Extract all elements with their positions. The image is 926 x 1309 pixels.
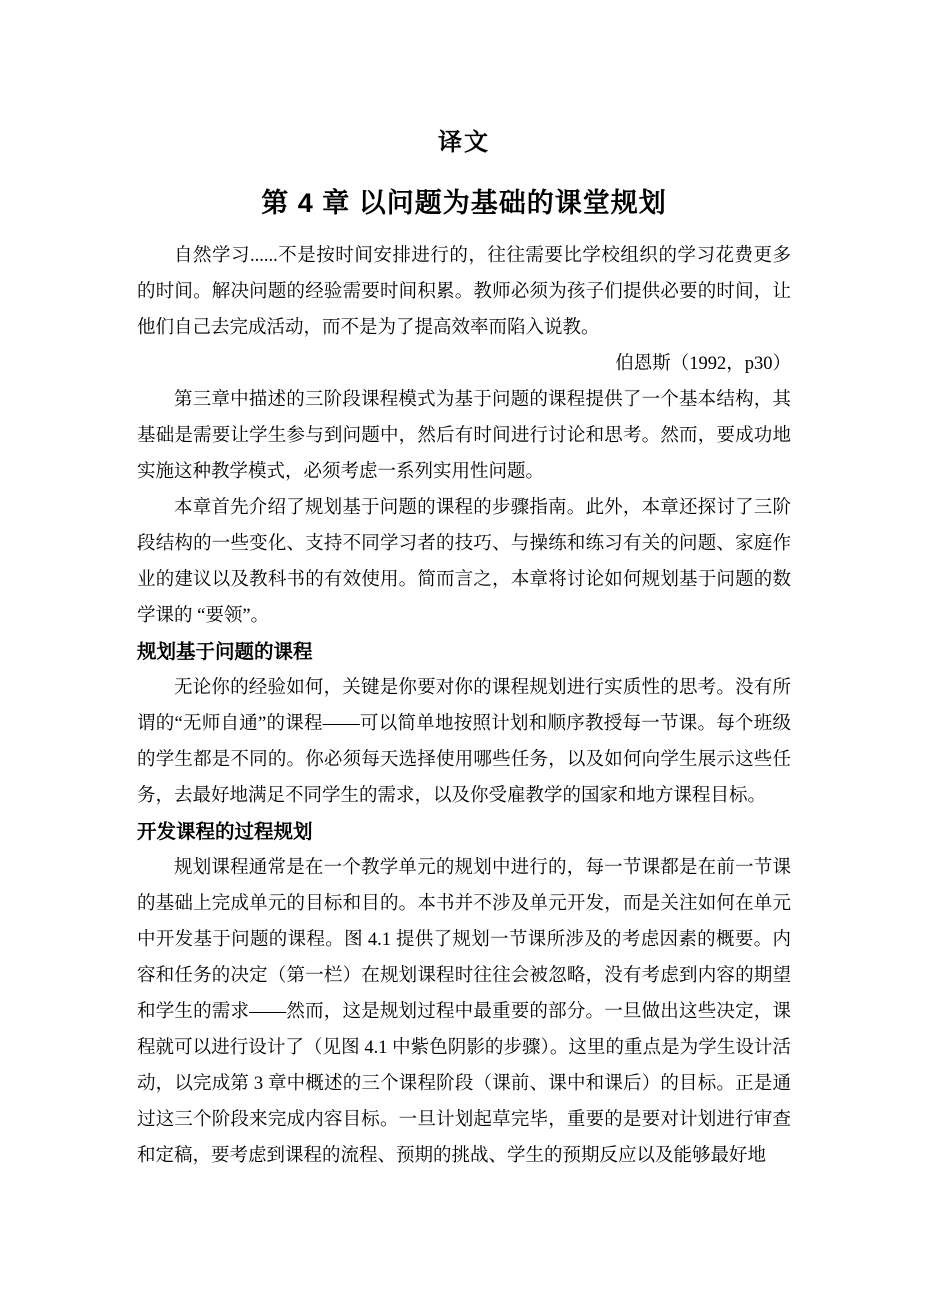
page-content (137, 0, 791, 1174)
section-2-paragraph-1: 规划课程通常是在一个教学单元的规划中进行的，每一节课都是在前一节课的基础上完成单元的目标和目的。本书并不涉及单元开发，而是关注如何在单元中开发基于问题的课程。图 4.1 提供了规划一节课所涉及的考虑因素的概要。内容和任务的决定（第一栏）在规划课程时往往会被忽略，没有考虑到内容的期望和学生的需求——然而，这是规划过程中最重要的部分。一旦做出这些决定，课程就可以进行设计了（见图 4.1 中紫色阴影的步骤）。这里的重点是为学生设计活动，以完成第 3 章中概述的三个课程阶段（课前、课中和课后）的目标。正是通过这三个阶段来完成内容目标。一旦计划起草完毕，重要的是要对计划进行审查和定稿，要考虑到课程的流程、预期的挑战、学生的预期反应以及能够最好地 (137, 858, 791, 1166)
quote-attribution: 伯恩斯（1992，p30） (615, 354, 791, 374)
body-text (137, 238, 791, 1174)
intro-paragraph-1: 第三章中描述的三阶段课程模式为基于问题的课程提供了一个基本结构，其基础是需要让学生参与到问题中，然后有时间进行讨论和思考。然而，要成功地实施这种教学模式，必须考虑一系列实用性问题。 (137, 390, 791, 482)
doc-label: 译文 (438, 129, 490, 156)
intro-paragraph-2: 本章首先介绍了规划基于问题的课程的步骤指南。此外，本章还探讨了三阶段结构的一些变化、支持不同学习者的技巧、与操练和练习有关的问题、家庭作业的建议以及教科书的有效使用。简而言之，本章将讨论如何规划基于问题的数学课的 “要领”。 (137, 498, 791, 626)
section-heading-planning-problem-based-lessons: 规划基于问题的课程 (137, 641, 313, 663)
section-1-paragraph-1: 无论你的经验如何，关键是你要对你的课程规划进行实质性的思考。没有所谓的“无师自通”的课程——可以简单地按照计划和顺序教授每一节课。每个班级的学生都是不同的。你必须每天选择使用哪些任务，以及如何向学生展示这些任务，去最好地满足不同学生的需求，以及你受雇教学的国家和地方课程目标。 (137, 678, 791, 806)
section-heading-lesson-development-process: 开发课程的过程规划 (137, 821, 313, 843)
quote-paragraph: 自然学习......不是按时间安排进行的，往往需要比学校组织的学习花费更多的时间。解决问题的经验需要时间积累。教师必须为孩子们提供必要的时间，让他们自己去完成活动，而不是为了提高效率而陷入说教。 (137, 246, 791, 338)
chapter-title: 第 4 章 以问题为基础的课堂规划 (261, 188, 667, 218)
